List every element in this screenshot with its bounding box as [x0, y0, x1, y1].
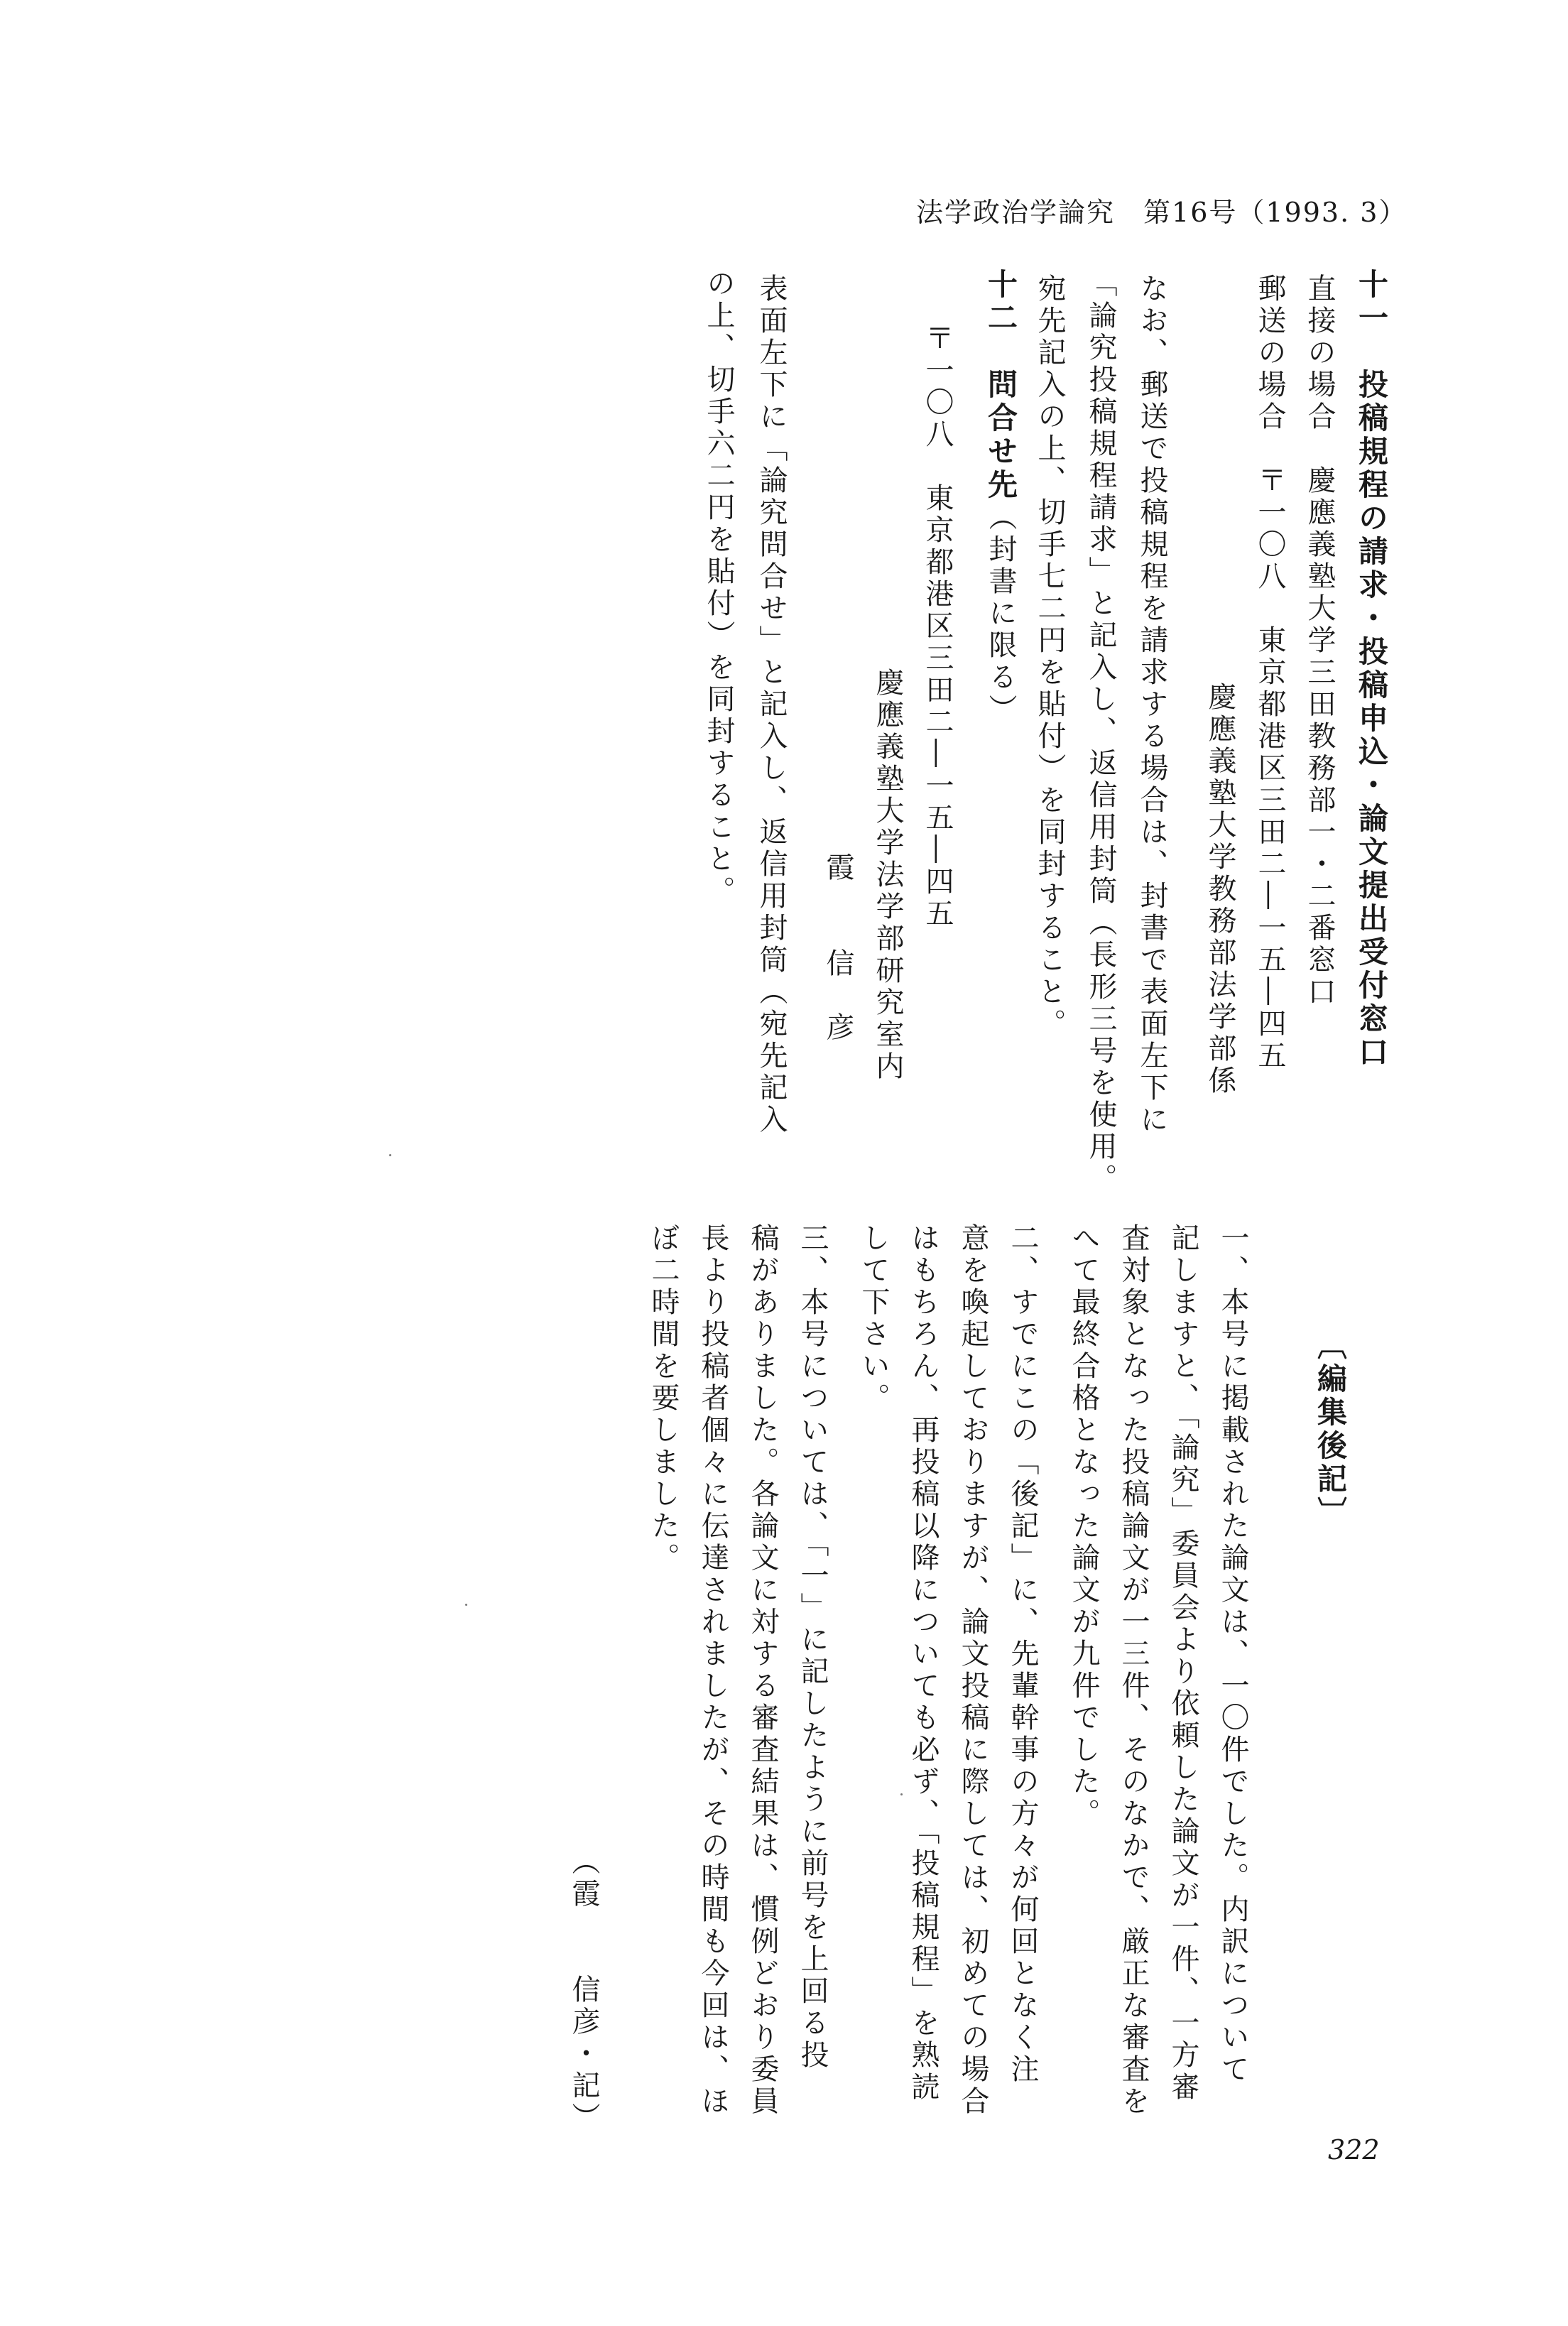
section-12-note-line-1: 表面左下に「論究問合せ」と記入し、返信用封筒（宛先記入 — [755, 273, 788, 1136]
section-11-title: 十一 投稿規程の請求・投稿申込・論文提出受付窓口 — [1354, 268, 1389, 1070]
section-12-office: 慶應義塾大学法学部研究室内 — [871, 668, 904, 1083]
section-12-title-note: （封書に限る） — [984, 502, 1017, 726]
afterword-line-11: 長より投稿者個々に伝達されましたが、その時間も今回は、ほ — [697, 1223, 729, 2118]
issue-info: 第16号（1993. 3） — [1143, 197, 1408, 228]
scan-speck — [465, 1604, 467, 1606]
scan-speck — [389, 1154, 391, 1156]
scan-speck — [900, 1793, 903, 1795]
journal-title: 法学政治学論究 — [916, 197, 1116, 228]
afterword-signature: （霞 信彦・記） — [567, 1847, 600, 2134]
afterword-line-7: はもちろん、再投稿以降についても必ず、「投稿規程」を熟読 — [907, 1223, 940, 2104]
afterword-line-10: 稿がありました。各論文に対する審査結果は、慣例どおり委員 — [746, 1223, 779, 2118]
page-number: 322 — [1328, 2134, 1380, 2165]
section-11-mail: 郵送の場合 〒一〇八 東京都港区三田二―一五―四五 — [1253, 273, 1286, 1072]
section-12-heading — [986, 268, 1016, 726]
section-12-title: 十二 問合せ先 — [984, 268, 1018, 502]
section-11-direct: 直接の場合 慶應義塾大学三田教務部一・二番窓口 — [1303, 273, 1336, 1009]
afterword-line-8: して下さい。 — [857, 1223, 890, 1415]
afterword-line-12: ぼ二時間を要しました。 — [647, 1223, 680, 1575]
section-11-mail-office: 慶應義塾大学教務部法学部係 — [1204, 682, 1236, 1097]
afterword-line-9: 三、本号については、「一」に記したように前号を上回る投 — [796, 1223, 829, 2072]
section-11-note-line-3: 宛先記入の上、切手七二円を貼付）を同封すること。 — [1033, 273, 1066, 1040]
section-11-note-line-1: なお、郵送で投稿規程を請求する場合は、封書で表面左下に — [1136, 273, 1168, 1136]
afterword-line-1: 一、本号に掲載された論文は、一〇件でした。内訳について — [1216, 1223, 1249, 2086]
afterword-line-5: 二、すでにこの「後記」に、先輩幹事の方々が何回となく注 — [1006, 1223, 1039, 2086]
section-12-address: 〒一〇八 東京都港区三田二―一五―四五 — [921, 323, 954, 930]
afterword-title: 〔編集後記〕 — [1313, 1330, 1348, 1530]
section-12-person: 霞 信 彦 — [822, 852, 854, 1044]
afterword-line-3: 査対象となった投稿論文が一三件、そのなかで、厳正な審査を — [1117, 1223, 1150, 2118]
afterword-line-2: 記しますと、「論究」委員会より依頼した論文が一件、一方審 — [1167, 1223, 1199, 2104]
section-11-note-line-2: 「論究投稿規程請求」と記入し、返信用封筒（長形三号を使用。 — [1084, 268, 1117, 1195]
section-12-note-line-2: の上、切手六二円を貼付）を同封すること。 — [702, 268, 735, 908]
afterword-line-6: 意を喚起しておりますが、論文投稿に際しては、初めての場合 — [957, 1223, 989, 2118]
running-header — [916, 190, 1407, 229]
afterword-line-4: へて最終合格となった論文が九件でした。 — [1067, 1223, 1100, 1830]
